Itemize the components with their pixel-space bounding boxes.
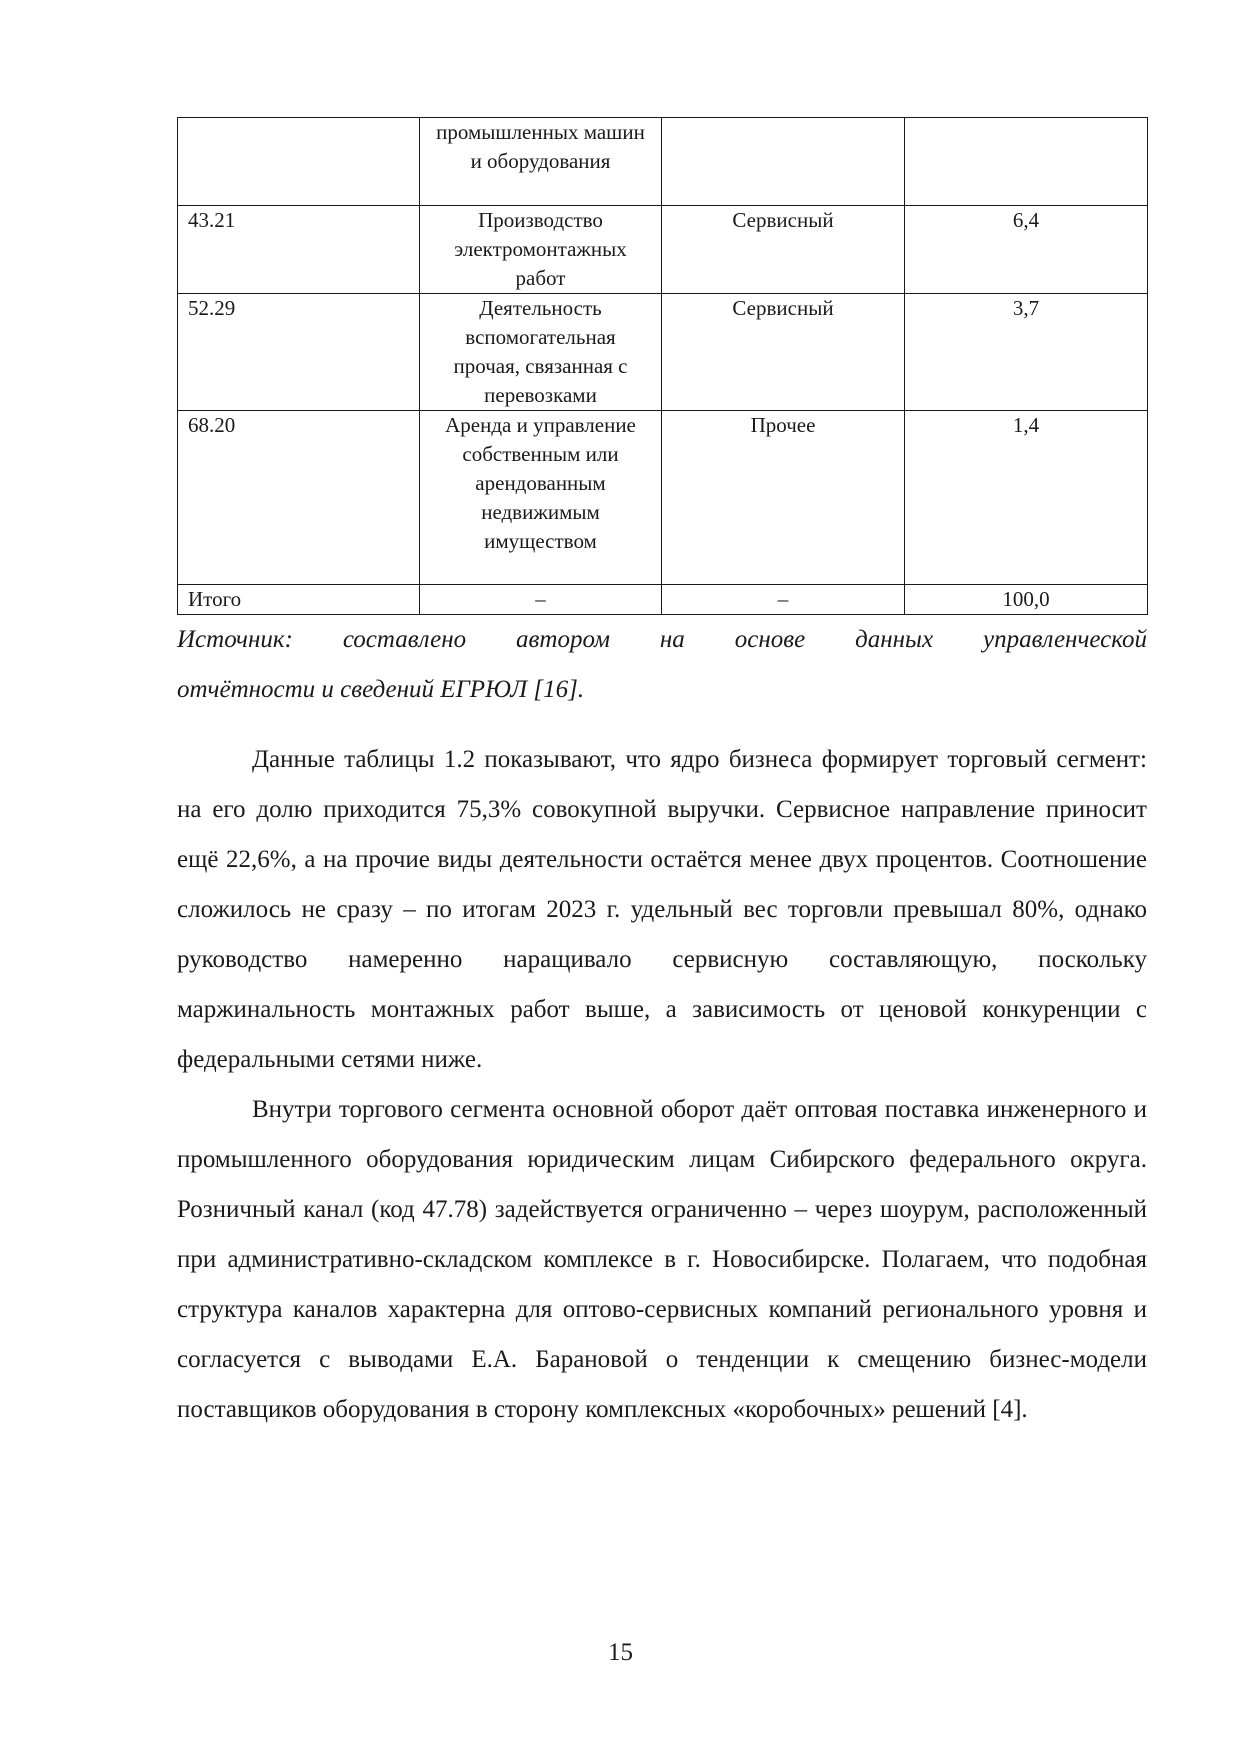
- segment-cell: Сервисный: [662, 206, 905, 294]
- okved-code-cell: 52.29: [178, 294, 420, 411]
- table-source-note: [177, 615, 1147, 715]
- body-paragraph: Внутри торгового сегмента основной оборот даёт оптовая поставка инженерного и промышленного оборудования юридическим лицам Сибирского федерального округа. Розничный канал (код 47.78) задействуется ограниченно – через шоурум, расположенный при административно-складском комплексе в г. Новосибирске. Полагаем, что подобная структура каналов характерна для оптово-сервисных компаний регионального уровня и согласуется с выводами Е.А. Барановой о тенденции к смещению бизнес-модели поставщиков оборудования в сторону комплексных «коробочных» решений [4].: [177, 1096, 1147, 1423]
- table-row: [178, 118, 1148, 206]
- activity-cell: Производство электромонтажных работ: [420, 206, 662, 294]
- activity-cell: Деятельность вспомогательная прочая, связанная с перевозками: [420, 294, 662, 411]
- total-label-cell: Итого: [178, 585, 420, 615]
- table-row: [178, 206, 1148, 294]
- body-paragraph: Данные таблицы 1.2 показывают, что ядро бизнеса формирует торговый сегмент: на его долю приходится 75,3% совокупной выручки. Сервисное направление приносит ещё 22,6%, а на прочие виды деятельности остаётся менее двух процентов. Соотношение сложилось не сразу – по итогам 2023 г. удельный вес торговли превышал 80%, однако руководство намеренно наращивало сервисную составляющую, поскольку маржинальность монтажных работ выше, а зависимость от ценовой конкуренции с федеральными сетями ниже.: [177, 746, 1147, 1073]
- share-cell: [905, 118, 1148, 206]
- table-total-row: [178, 585, 1148, 615]
- share-cell: 3,7: [905, 294, 1148, 411]
- total-activity-cell: –: [420, 585, 662, 615]
- okved-code-cell: [178, 118, 420, 206]
- share-cell: 1,4: [905, 411, 1148, 585]
- source-note-line-1: Источник: составлено автором на основе данных управленческой: [177, 626, 1147, 653]
- segment-cell: Сервисный: [662, 294, 905, 411]
- table-row: [178, 294, 1148, 411]
- total-share-cell: 100,0: [905, 585, 1148, 615]
- share-cell: 6,4: [905, 206, 1148, 294]
- segment-cell: [662, 118, 905, 206]
- okved-code-cell: 68.20: [178, 411, 420, 585]
- page-number: 15: [608, 1639, 633, 1666]
- source-note-line-2: отчётности и сведений ЕГРЮЛ [16].: [177, 676, 585, 703]
- activity-cell: промышленных машин и оборудования: [420, 118, 662, 206]
- okved-code-cell: 43.21: [178, 206, 420, 294]
- activity-cell: Аренда и управление собственным или арендованным недвижимым имуществом: [420, 411, 662, 585]
- table-row: [178, 411, 1148, 585]
- total-segment-cell: –: [662, 585, 905, 615]
- segment-cell: Прочее: [662, 411, 905, 585]
- document-page: [177, 117, 1147, 1435]
- activity-table: [177, 117, 1148, 615]
